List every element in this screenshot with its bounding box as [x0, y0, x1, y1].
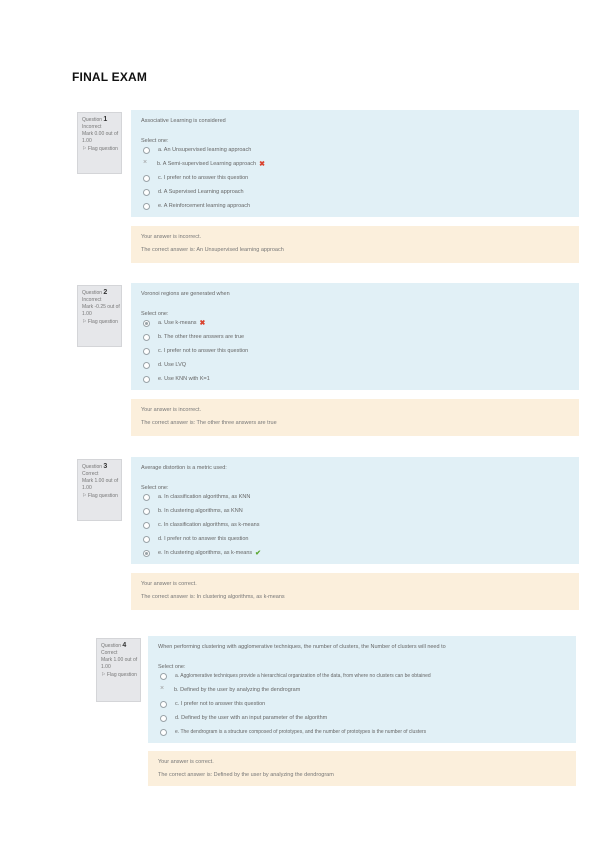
question-content — [131, 283, 579, 390]
radio-button[interactable] — [143, 189, 150, 196]
feedback-box — [131, 226, 579, 263]
answer-option[interactable]: d. I prefer not to answer this question — [143, 535, 249, 543]
radio-button[interactable] — [143, 362, 150, 369]
question-info — [77, 285, 122, 347]
question-mark: Mark 1.00 out of 1.00 — [82, 478, 119, 491]
question-text: Average distortion is a metric used: — [141, 465, 227, 471]
radio-button[interactable] — [143, 522, 150, 529]
answer-option[interactable]: a. Agglomerative techniques provide a hierarchical organization of the data, from where no clusters can be obtained — [160, 672, 431, 680]
question-text: When performing clustering with agglomerative techniques, the number of clusters, the Number of clusters will need to — [158, 644, 446, 650]
question-number: Question 2 — [82, 289, 108, 296]
page-title: FINAL EXAM — [72, 70, 148, 84]
radio-button[interactable] — [143, 376, 150, 383]
radio-button[interactable] — [143, 147, 150, 154]
answer-option[interactable]: e. The dendrogram is a structure composed of prototypes, and the number of prototypes is the number of clusters — [160, 728, 426, 736]
radio-button[interactable] — [143, 334, 150, 341]
question-info — [96, 638, 141, 702]
radio-button[interactable] — [143, 348, 150, 355]
answer-option[interactable]: b. In clustering algorithms, as KNN — [143, 507, 243, 515]
question-text: Voronoi regions are generated when — [141, 291, 230, 297]
question-number: Question 3 — [82, 463, 108, 470]
radio-button[interactable] — [143, 320, 150, 327]
answer-option[interactable]: c. I prefer not to answer this question — [143, 347, 248, 355]
radio-button[interactable] — [160, 729, 167, 736]
incorrect-icon: ✖ — [199, 320, 206, 327]
select-one-label: Select one: — [141, 311, 169, 317]
question-content — [131, 457, 579, 564]
answer-option[interactable]: × b. Defined by the user by analyzing the dendrogram — [160, 686, 300, 694]
radio-button[interactable] — [160, 687, 166, 693]
question-info — [77, 112, 122, 174]
feedback-text: Your answer is incorrect. — [141, 407, 202, 413]
answer-option[interactable]: d. A Supervised Learning approach — [143, 188, 244, 196]
question-status: Correct — [82, 471, 99, 477]
answer-option[interactable]: c. I prefer not to answer this question — [160, 700, 265, 708]
answer-option[interactable]: e. In clustering algorithms, as k-means ✔ — [143, 549, 261, 557]
correct-check-icon: ✔ — [255, 550, 262, 557]
answer-option[interactable]: c. I prefer not to answer this question — [143, 174, 248, 182]
flag-question-button[interactable]: ⚐ Flag question — [101, 672, 137, 678]
correct-answer-text: The correct answer is: The other three answers are true — [141, 420, 277, 426]
radio-button[interactable] — [143, 494, 150, 501]
radio-button[interactable] — [143, 203, 150, 210]
radio-button[interactable] — [143, 175, 150, 182]
feedback-box — [131, 573, 579, 610]
radio-button[interactable] — [143, 508, 150, 515]
radio-button[interactable] — [160, 673, 167, 680]
question-mark: Mark 0.00 out of 1.00 — [82, 131, 119, 144]
answer-option[interactable]: a. In classification algorithms, as KNN — [143, 493, 250, 501]
answer-option[interactable]: e. A Reinforcement learning approach — [143, 202, 250, 210]
answer-option[interactable]: d. Use LVQ — [143, 361, 186, 369]
radio-button[interactable] — [143, 536, 150, 543]
question-status: Incorrect — [82, 124, 102, 130]
question-status: Correct — [101, 650, 118, 656]
answer-option[interactable]: a. An Unsupervised learning approach — [143, 146, 251, 154]
incorrect-icon: ✖ — [259, 161, 265, 168]
select-one-label: Select one: — [141, 138, 169, 144]
question-text: Associative Learning is considered — [141, 118, 226, 124]
correct-answer-text: The correct answer is: In clustering algorithms, as k-means — [141, 594, 285, 600]
answer-option[interactable]: c. In classification algorithms, as k-means — [143, 521, 259, 529]
radio-button[interactable] — [143, 550, 150, 557]
question-status: Incorrect — [82, 297, 102, 303]
question-content — [131, 110, 579, 217]
flag-question-button[interactable]: ⚐ Flag question — [82, 493, 118, 499]
select-one-label: Select one: — [158, 664, 186, 670]
question-info — [77, 459, 122, 521]
radio-button[interactable] — [160, 715, 167, 722]
answer-option[interactable]: b. The other three answers are true — [143, 333, 244, 341]
correct-answer-text: The correct answer is: An Unsupervised learning approach — [141, 247, 284, 253]
question-mark: Mark -0.25 out of 1.00 — [82, 304, 120, 317]
radio-button[interactable] — [143, 161, 149, 167]
feedback-text: Your answer is correct. — [158, 759, 214, 765]
question-number: Question 4 — [101, 642, 127, 649]
answer-option[interactable]: a. Use k-means ✖ — [143, 319, 205, 327]
answer-option[interactable]: e. Use KNN with K=1 — [143, 375, 210, 383]
question-mark: Mark 1.00 out of 1.00 — [101, 657, 138, 670]
question-number: Question 1 — [82, 116, 108, 123]
correct-answer-text: The correct answer is: Defined by the user by analyzing the dendrogram — [158, 772, 334, 778]
question-content — [148, 636, 576, 743]
feedback-box — [131, 399, 579, 436]
radio-button[interactable] — [160, 701, 167, 708]
answer-option[interactable]: d. Defined by the user with an input parameter of the algorithm — [160, 714, 327, 722]
flag-question-button[interactable]: ⚐ Flag question — [82, 319, 118, 325]
feedback-box — [148, 751, 576, 786]
feedback-text: Your answer is incorrect. — [141, 234, 202, 240]
answer-option[interactable]: × b. A Semi-supervised Learning approach ✖ — [143, 160, 265, 168]
feedback-text: Your answer is correct. — [141, 581, 197, 587]
flag-question-button[interactable]: ⚐ Flag question — [82, 146, 118, 152]
select-one-label: Select one: — [141, 485, 169, 491]
